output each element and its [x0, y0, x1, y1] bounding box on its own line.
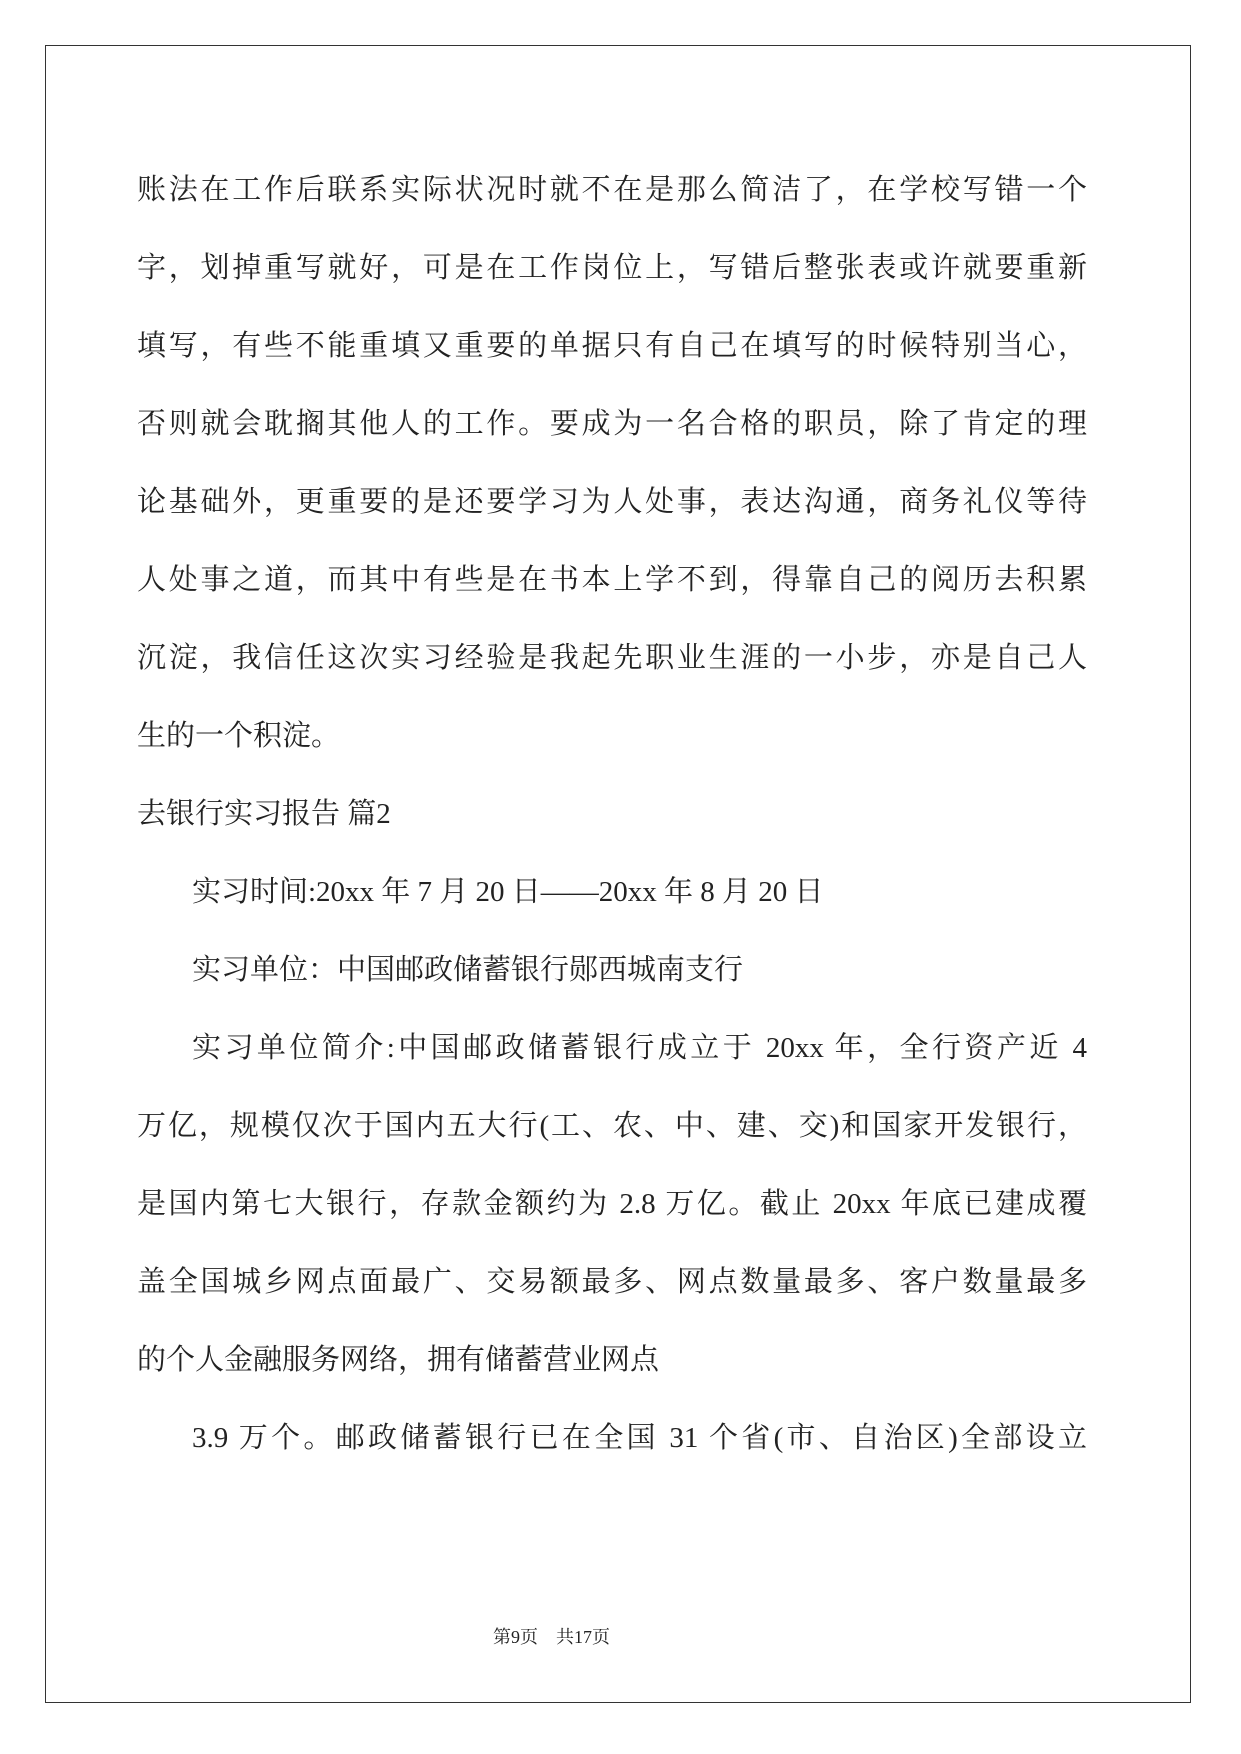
body-line: 人处事之道，而其中有些是在书本上学不到，得靠自己的阅历去积累 — [137, 564, 1087, 596]
body-line: 否则就会耽搁其他人的工作。要成为一名合格的职员，除了肯定的理 — [137, 408, 1087, 440]
body-line: 账法在工作后联系实际状况时就不在是那么简洁了，在学校写错一个 — [137, 174, 1087, 206]
page-total: 共17页 — [556, 1627, 610, 1647]
unit-intro-line: 的个人金融服务网络，拥有储蓄营业网点 — [137, 1344, 660, 1376]
body-line: 生的一个积淀。 — [137, 720, 341, 752]
unit-intro-line: 3.9 万个。邮政储蓄银行已在全国 31 个省(市、自治区)全部设立 — [192, 1422, 1087, 1454]
unit-intro-line: 实习单位简介:中国邮政储蓄银行成立于 20xx 年，全行资产近 4 — [192, 1032, 1087, 1064]
page-footer — [493, 1625, 610, 1649]
unit-intro-line: 是国内第七大银行，存款金额约为 2.8 万亿。截止 20xx 年底已建成覆 — [137, 1188, 1087, 1220]
page-number: 第9页 — [493, 1627, 538, 1647]
body-line: 论基础外，更重要的是还要学习为人处事，表达沟通，商务礼仪等待 — [137, 486, 1087, 518]
internship-unit-line: 实习单位：中国邮政储蓄银行郧西城南支行 — [192, 954, 744, 986]
unit-intro-line: 盖全国城乡网点面最广、交易额最多、网点数量最多、客户数量最多 — [137, 1266, 1087, 1298]
body-line: 沉淀，我信任这次实习经验是我起先职业生涯的一小步，亦是自己人 — [137, 642, 1087, 674]
internship-period-line: 实习时间:20xx 年 7 月 20 日——20xx 年 8 月 20 日 — [192, 876, 824, 908]
section-heading: 去银行实习报告 篇2 — [137, 798, 391, 830]
unit-intro-line: 万亿，规模仅次于国内五大行(工、农、中、建、交)和国家开发银行， — [137, 1110, 1087, 1142]
body-line: 字，划掉重写就好，可是在工作岗位上，写错后整张表或许就要重新 — [137, 252, 1087, 284]
body-line: 填写，有些不能重填又重要的单据只有自己在填写的时候特别当心， — [137, 330, 1087, 362]
